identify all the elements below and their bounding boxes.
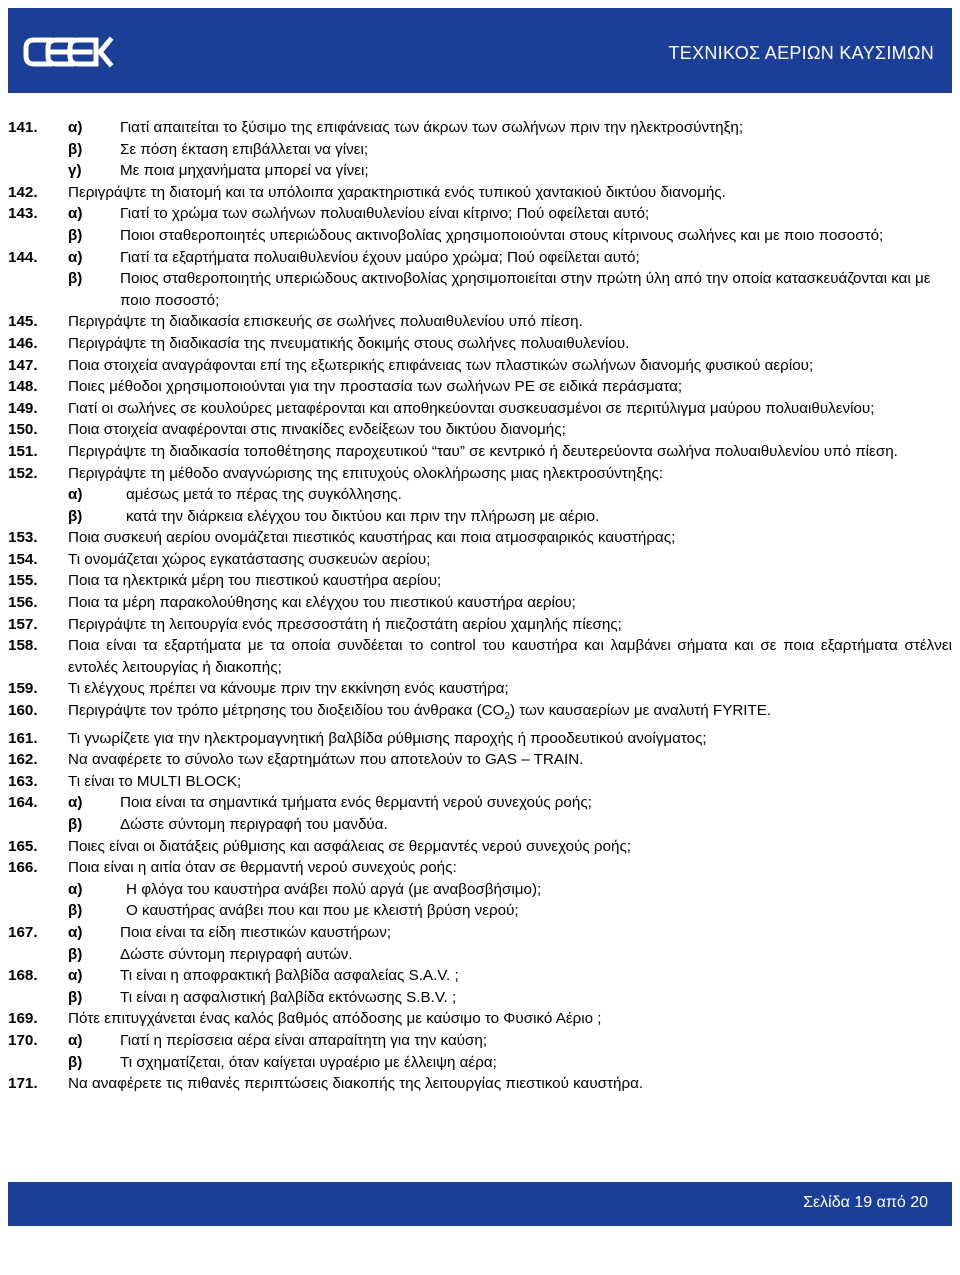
sub-question-text: Ποια είναι τα σημαντικά τμήματα ενός θερμαντή νερού συνεχούς ροής; bbox=[120, 794, 592, 812]
question-body bbox=[68, 836, 952, 858]
question-item bbox=[8, 836, 952, 858]
question-item bbox=[8, 463, 952, 528]
sub-question-label: α) bbox=[68, 205, 83, 223]
question-item bbox=[8, 1008, 952, 1030]
question-body bbox=[68, 203, 952, 246]
sub-question-text: Δώστε σύντομη περιγραφή του μανδύα. bbox=[120, 816, 388, 834]
question-number: 168. bbox=[8, 967, 38, 985]
sub-question-label: γ) bbox=[68, 162, 82, 180]
question-number: 170. bbox=[8, 1031, 38, 1049]
sub-question-label: β) bbox=[68, 902, 83, 920]
question-number: 143. bbox=[8, 205, 38, 223]
question-item bbox=[8, 398, 952, 420]
question-text-part: ) των καυσαερίων με αναλυτή FYRITE. bbox=[509, 702, 772, 720]
question-number: 148. bbox=[8, 378, 38, 396]
sub-question-label: α) bbox=[68, 486, 83, 504]
question-text: Ποια συσκευή αερίου ονομάζεται πιεστικός καυστήρας και ποια ατμοσφαιρικός καυστήρας; bbox=[68, 529, 676, 547]
question-item bbox=[8, 792, 952, 835]
question-item bbox=[8, 182, 952, 204]
sub-question-label: α) bbox=[68, 794, 83, 812]
question-number: 163. bbox=[8, 772, 38, 790]
question-body bbox=[68, 678, 952, 700]
question-item bbox=[8, 311, 952, 333]
sub-question bbox=[68, 792, 952, 814]
question-text: Ποια στοιχεία αναφέρονται στις πινακίδες ενδείξεων του δικτύου διανομής; bbox=[68, 421, 566, 439]
question-body bbox=[68, 728, 952, 750]
question-number: 156. bbox=[8, 594, 38, 612]
question-number: 158. bbox=[8, 637, 38, 655]
question-item bbox=[8, 355, 952, 377]
sub-question bbox=[68, 139, 952, 161]
sub-question bbox=[68, 225, 952, 247]
question-body bbox=[68, 922, 952, 965]
sub-question-label: α) bbox=[68, 1031, 83, 1049]
question-body bbox=[68, 311, 952, 333]
question-body bbox=[68, 376, 952, 398]
question-text: Περιγράψτε τη μέθοδο αναγνώρισης της επιτυχούς ολοκλήρωσης μιας ηλεκτροσύντηξης: bbox=[68, 464, 664, 482]
sub-question bbox=[68, 268, 952, 311]
question-body bbox=[68, 355, 952, 377]
question-item bbox=[8, 700, 952, 728]
question-item bbox=[8, 771, 952, 793]
sub-question-text: Ποιος σταθεροποιητής υπεριώδους ακτινοβολίας χρησιμοποιείται στην πρώτη ύλη από την οποία κατασκευάζονται και με ποιο ποσοστό; bbox=[120, 270, 931, 309]
question-number: 165. bbox=[8, 837, 38, 855]
question-text: Πότε επιτυγχάνεται ένας καλός βαθμός απόδοσης με καύσιμο το Φυσικό Αέριο ; bbox=[68, 1010, 602, 1028]
question-number: 145. bbox=[8, 313, 38, 331]
question-number: 169. bbox=[8, 1010, 38, 1028]
question-text: Περιγράψτε τη λειτουργία ενός πρεσσοστάτη ή πιεζοστάτη αερίου χαμηλής πίεσης; bbox=[68, 615, 622, 633]
question-body bbox=[68, 749, 952, 771]
question-item bbox=[8, 419, 952, 441]
question-text: Περιγράψτε τη διαδικασία επισκευής σε σωλήνες πολυαιθυλενίου υπό πίεση. bbox=[68, 313, 583, 331]
sub-question-label: α) bbox=[68, 967, 83, 985]
question-item bbox=[8, 117, 952, 182]
question-body bbox=[68, 857, 952, 922]
question-item bbox=[8, 614, 952, 636]
question-body bbox=[68, 1008, 952, 1030]
question-body bbox=[68, 333, 952, 355]
sub-question bbox=[68, 117, 952, 139]
question-body bbox=[68, 965, 952, 1008]
sub-question bbox=[68, 965, 952, 987]
question-body bbox=[68, 419, 952, 441]
question-text: Τι γνωρίζετε για την ηλεκτρομαγνητική βαλβίδα ρύθμισης παροχής ή προοδευτικού ανοίγματος; bbox=[68, 729, 707, 747]
question-number: 161. bbox=[8, 729, 38, 747]
sub-question-text: Με ποια μηχανήματα μπορεί να γίνει; bbox=[120, 162, 369, 180]
question-item bbox=[8, 376, 952, 398]
question-item bbox=[8, 570, 952, 592]
question-text: Να αναφέρετε τις πιθανές περιπτώσεις διακοπής της λειτουργίας πιεστικού καυστήρα. bbox=[68, 1075, 644, 1093]
question-text: Ποια είναι η αιτία όταν σε θερμαντή νερού συνεχούς ροής: bbox=[68, 859, 457, 877]
question-body bbox=[68, 527, 952, 549]
page-number: Σελίδα 19 από 20 bbox=[803, 1194, 928, 1211]
page-header bbox=[8, 8, 952, 93]
question-body bbox=[68, 549, 952, 571]
question-body bbox=[68, 700, 952, 728]
sub-question-label: β) bbox=[68, 816, 83, 834]
sub-question-label: β) bbox=[68, 988, 83, 1006]
sub-question-label: α) bbox=[68, 248, 83, 266]
sub-question bbox=[68, 879, 952, 901]
question-body bbox=[68, 635, 952, 678]
sub-question bbox=[68, 944, 952, 966]
sub-question-text: Τι σχηματίζεται, όταν καίγεται υγραέριο με έλλειψη αέρα; bbox=[120, 1053, 497, 1071]
question-item bbox=[8, 678, 952, 700]
question-item bbox=[8, 922, 952, 965]
question-text: Ποια είναι τα εξαρτήματα με τα οποία συνδέεται το control του καυστήρα και λαμβάνει σήματα και σε ποια εξαρτήματα στέλνει εντολές λειτουργίας ή διακοπής; bbox=[68, 637, 952, 676]
question-body bbox=[68, 1073, 952, 1095]
question-text: Ποια στοιχεία αναγράφονται επί της εξωτερικής επιφάνειας των πλαστικών σωλήνων διανομής φυσικού αερίου; bbox=[68, 356, 814, 374]
sub-question-text: κατά την διάρκεια ελέγχου του δικτύου και πριν την πλήρωση με αέριο. bbox=[126, 507, 600, 525]
sub-question-label: β) bbox=[68, 507, 83, 525]
question-item bbox=[8, 965, 952, 1008]
sub-question-label: α) bbox=[68, 880, 83, 898]
sub-question bbox=[68, 160, 952, 182]
question-body bbox=[68, 117, 952, 182]
sub-question-text: Γιατί το χρώμα των σωλήνων πολυαιθυλενίου είναι κίτρινο; Πού οφείλεται αυτό; bbox=[120, 205, 650, 223]
sub-question-text: Ποια είναι τα είδη πιεστικών καυστήρων; bbox=[120, 924, 392, 941]
question-number: 162. bbox=[8, 751, 38, 769]
sub-question-label: β) bbox=[68, 270, 83, 288]
ceek-logo-icon bbox=[20, 32, 114, 77]
question-item bbox=[8, 527, 952, 549]
question-item bbox=[8, 1030, 952, 1073]
question-body bbox=[68, 570, 952, 592]
question-number: 153. bbox=[8, 529, 38, 547]
sub-question bbox=[68, 1052, 952, 1074]
question-number: 155. bbox=[8, 572, 38, 590]
question-number: 160. bbox=[8, 702, 38, 720]
question-text bbox=[68, 700, 952, 728]
sub-question-label: β) bbox=[68, 140, 83, 158]
sub-question bbox=[68, 1030, 952, 1052]
sub-question-text: Σε πόση έκταση επιβάλλεται να γίνει; bbox=[120, 140, 369, 158]
sub-question-text: Γιατί η περίσσεια αέρα είναι απαραίτητη για την καύση; bbox=[120, 1031, 488, 1049]
sub-question bbox=[68, 987, 952, 1009]
question-text: Ποια τα μέρη παρακολούθησης και ελέγχου του πιεστικού καυστήρα αερίου; bbox=[68, 594, 576, 612]
sub-question bbox=[68, 900, 952, 922]
sub-question-label: β) bbox=[68, 945, 83, 963]
sub-question-text: Ο καυστήρας ανάβει που και που με κλειστή βρύση νερού; bbox=[126, 902, 519, 920]
question-body bbox=[68, 1030, 952, 1073]
question-body bbox=[68, 592, 952, 614]
question-list bbox=[8, 117, 952, 1095]
question-item bbox=[8, 441, 952, 463]
sub-question-text: Τι είναι η αποφρακτική βαλβίδα ασφαλείας S.A.V. ; bbox=[120, 967, 459, 985]
question-item bbox=[8, 857, 952, 922]
question-text: Ποια τα ηλεκτρικά μέρη του πιεστικού καυστήρα αερίου; bbox=[68, 572, 442, 590]
sub-question-text: Τι είναι η ασφαλιστική βαλβίδα εκτόνωσης S.B.V. ; bbox=[120, 988, 457, 1006]
question-body bbox=[68, 182, 952, 204]
sub-question-text: Ποιοι σταθεροποιητές υπεριώδους ακτινοβολίας χρησιμοποιούνται στους κίτρινους σωλήνες και με ποιο ποσοστό; bbox=[120, 226, 884, 244]
subscript: 2 bbox=[504, 711, 510, 723]
question-number: 151. bbox=[8, 442, 38, 460]
question-body bbox=[68, 463, 952, 528]
sub-question bbox=[68, 247, 952, 269]
question-text: Περιγράψτε τη διατομή και τα υπόλοιπα χαρακτηριστικά ενός τυπικού χαντακιού δικτύου διανομής. bbox=[68, 183, 726, 201]
question-item bbox=[8, 592, 952, 614]
question-item bbox=[8, 549, 952, 571]
question-number: 154. bbox=[8, 550, 38, 568]
question-item bbox=[8, 203, 952, 246]
sub-question-text: αμέσως μετά το πέρας της συγκόλλησης. bbox=[126, 486, 402, 504]
question-number: 144. bbox=[8, 248, 38, 266]
question-number: 171. bbox=[8, 1075, 38, 1093]
question-number: 167. bbox=[8, 924, 38, 941]
question-number: 147. bbox=[8, 356, 38, 374]
question-text: Περιγράψτε τη διαδικασία της πνευματικής δοκιμής στους σωλήνες πολυαιθυλενίου. bbox=[68, 334, 630, 352]
sub-question bbox=[68, 814, 952, 836]
question-body bbox=[68, 398, 952, 420]
question-text: Ποιες είναι οι διατάξεις ρύθμισης και ασφάλειας σε θερμαντές νερού συνεχούς ροής; bbox=[68, 837, 632, 855]
question-number: 150. bbox=[8, 421, 38, 439]
question-item bbox=[8, 333, 952, 355]
sub-question-label: β) bbox=[68, 1053, 83, 1071]
question-text: Γιατί οι σωλήνες σε κουλούρες μεταφέρονται και αποθηκεύονται συσκευασμένοι σε περιτύλιγμα μαύρου πολυαιθυλενίου; bbox=[68, 399, 875, 417]
question-body bbox=[68, 792, 952, 835]
question-item bbox=[8, 247, 952, 312]
question-item bbox=[8, 728, 952, 750]
question-text: Τι ονομάζεται χώρος εγκατάστασης συσκευών αερίου; bbox=[68, 550, 431, 568]
question-text: Τι ελέγχους πρέπει να κάνουμε πριν την εκκίνηση ενός καυστήρα; bbox=[68, 680, 509, 698]
sub-question bbox=[68, 506, 952, 528]
sub-question-label: α) bbox=[68, 119, 83, 136]
question-item bbox=[8, 635, 952, 678]
question-number: 141. bbox=[8, 119, 38, 136]
question-item bbox=[8, 749, 952, 771]
question-text: Περιγράψτε τη διαδικασία τοποθέτησης παροχευτικού “ταυ” σε κεντρικό ή δευτερεύοντα σωλήνα πολυαιθυλενίου υπό πίεση. bbox=[68, 442, 898, 460]
sub-question-label: β) bbox=[68, 226, 83, 244]
sub-question bbox=[68, 203, 952, 225]
question-number: 146. bbox=[8, 334, 38, 352]
document-title: ΤΕΧΝΙΚΟΣ ΑΕΡΙΩΝ ΚΑΥΣΙΜΩΝ bbox=[668, 43, 934, 63]
question-text: Να αναφέρετε το σύνολο των εξαρτημάτων που αποτελούν το GAS – TRAIN. bbox=[68, 751, 584, 769]
sub-question bbox=[68, 922, 952, 944]
sub-question-text: Γιατί απαιτείται το ξύσιμο της επιφάνειας των άκρων των σωλήνων πριν την ηλεκτροσύντηξη; bbox=[120, 119, 744, 136]
question-number: 157. bbox=[8, 615, 38, 633]
sub-question-label: α) bbox=[68, 924, 83, 941]
question-item bbox=[8, 1073, 952, 1095]
question-body bbox=[68, 614, 952, 636]
sub-question-text: Δώστε σύντομη περιγραφή αυτών. bbox=[120, 945, 353, 963]
question-text: Ποιες μέθοδοι χρησιμοποιούνται για την προστασία των σωλήνων PE σε ειδικά περάσματα; bbox=[68, 378, 683, 396]
sub-question-text: Γιατί τα εξαρτήματα πολυαιθυλενίου έχουν μαύρο χρώμα; Πού οφείλεται αυτό; bbox=[120, 248, 640, 266]
question-number: 152. bbox=[8, 464, 38, 482]
question-body bbox=[68, 441, 952, 463]
question-text: Τι είναι το MULTI BLOCK; bbox=[68, 772, 242, 790]
question-body bbox=[68, 247, 952, 312]
question-number: 159. bbox=[8, 680, 38, 698]
question-number: 164. bbox=[8, 794, 38, 812]
question-body bbox=[68, 771, 952, 793]
sub-question-text: Η φλόγα του καυστήρα ανάβει πολύ αργά (με αναβοσβήσιμο); bbox=[126, 880, 542, 898]
question-number: 166. bbox=[8, 859, 38, 877]
page-footer bbox=[8, 1182, 952, 1226]
sub-question bbox=[68, 484, 952, 506]
question-text-part: Περιγράψτε τον τρόπο μέτρησης του διοξειδίου του άνθρακα (CO bbox=[68, 702, 505, 720]
question-number: 142. bbox=[8, 183, 38, 201]
question-number: 149. bbox=[8, 399, 38, 417]
